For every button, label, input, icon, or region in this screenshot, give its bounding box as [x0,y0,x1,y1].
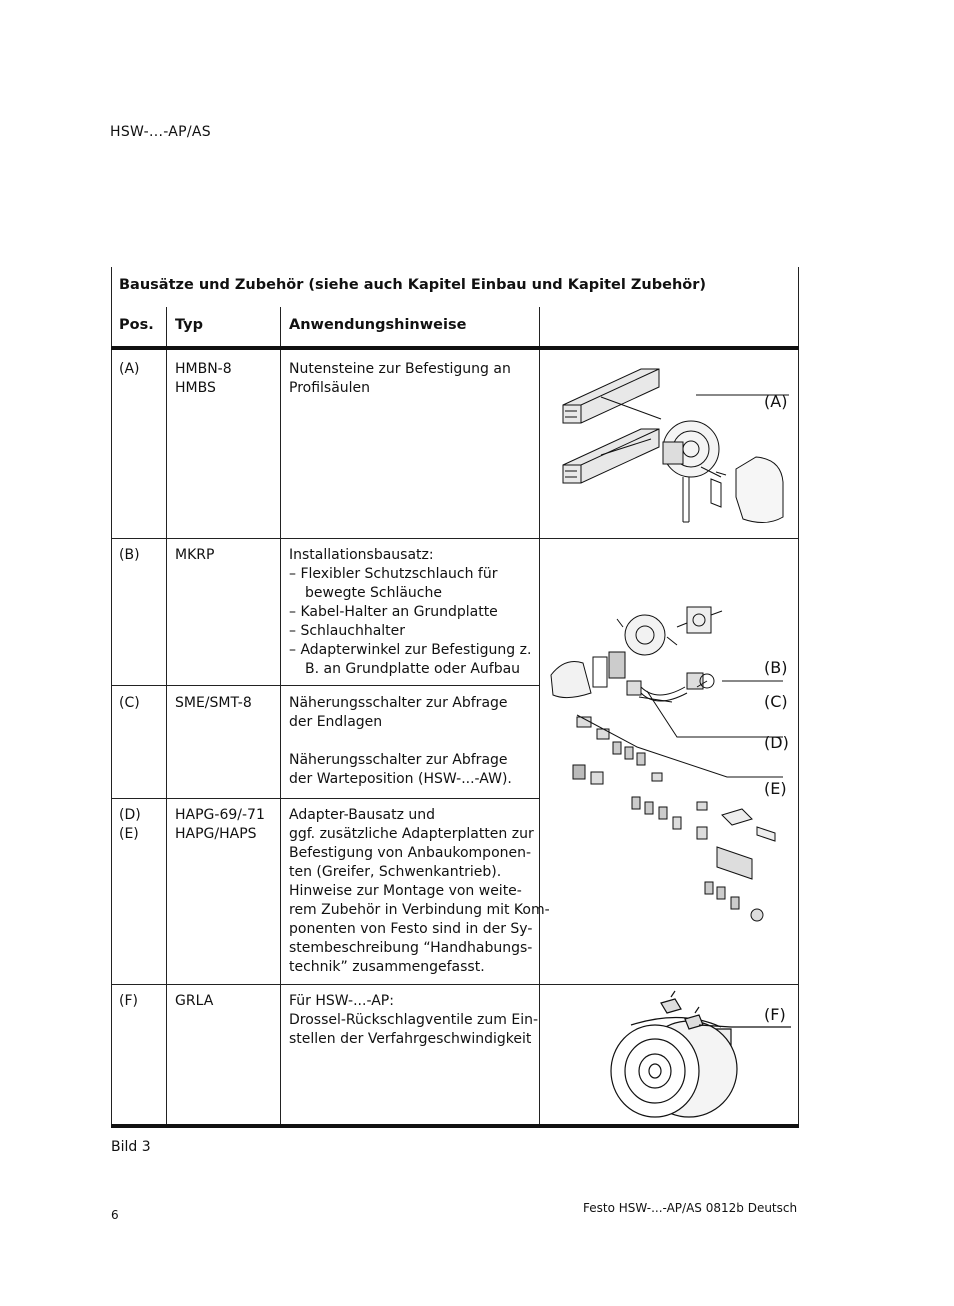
page-number: 6 [111,1208,119,1222]
figure-be-installation-kit [547,597,797,982]
row-c-typ: SME/SMT-8 [175,695,252,711]
row-a-pos: (A) [119,361,140,377]
row-c-pos: (C) [119,695,140,711]
list-item: – Schlauchhalter [289,623,406,639]
row-divider [111,984,799,985]
typ-line: HMBS [175,380,216,396]
figure-label-c: (C) [764,692,788,711]
figure-caption: Bild 3 [111,1139,151,1155]
column-divider [280,307,281,1128]
row-b-typ: MKRP [175,547,215,563]
hinweis-line: Drossel-Rückschlagventile zum Ein- [289,1012,539,1028]
column-header-pos: Pos. [119,317,154,333]
figure-label-b: (B) [764,658,788,677]
table-border-left [111,267,112,1128]
hinweis-line: Adapter-Bausatz und [289,807,436,823]
row-b-hinweise [289,546,534,679]
hinweis-line: Hinweise zur Montage von weite- [289,883,522,899]
hinweis-line: Für HSW-...-AP: [289,993,394,1009]
hinweis-intro: Installationsbausatz: [289,547,434,563]
table-title: Bausätze und Zubehör (siehe auch Kapitel Einbau und Kapitel Zubehör) [119,277,707,293]
row-de-hinweise [289,806,550,977]
figure-a-profile-mounting [551,357,791,532]
hinweis-line: Profilsäulen [289,380,371,396]
column-divider [166,307,167,1128]
table-border-right [798,267,799,1128]
list-item: – Adapterwinkel zur Befestigung z. B. an Grundplatte oder Aufbau [289,642,532,677]
list-item: – Kabel-Halter an Grundplatte [289,604,498,620]
document-code-header: HSW-...-AP/AS [110,124,211,140]
hinweis-line: rem Zubehör in Verbindung mit Kom- [289,902,550,918]
typ-line: HMBN-8 [175,361,232,377]
figure-label-a: (A) [764,392,788,411]
row-de-typ [175,806,265,844]
figure-label-f: (F) [764,1005,786,1024]
row-divider [111,798,540,799]
hinweis-line: technik” zusammengefasst. [289,959,485,975]
figure-label-d: (D) [764,733,789,752]
page-footer: Festo HSW-...-AP/AS 0812b Deutsch [583,1201,798,1215]
list-item: – Flexibler Schutzschlauch für bewegte Schläuche [289,566,498,601]
hinweis-line: ggf. zusätzliche Adapterplatten zur [289,826,534,842]
row-f-pos: (F) [119,993,138,1009]
row-a-typ [175,360,232,398]
row-f-hinweise [289,992,538,1049]
hinweis-line: stembeschreibung “Handhabungs- [289,940,533,956]
row-divider [111,538,799,539]
figure-f-flow-control-valves [601,989,791,1124]
hinweis-line: Befestigung von Anbaukomponen- [289,845,532,861]
row-c-hinweise [289,694,529,789]
column-divider [539,307,540,1128]
hinweis-line: Näherungsschalter zur Abfrage der Endlagen [289,695,508,730]
row-divider [111,685,540,686]
pos-line: (E) [119,826,139,842]
row-de-pos [119,806,141,844]
typ-line: HAPG-69/-71 [175,807,265,823]
column-header-typ: Typ [175,317,204,333]
row-f-typ: GRLA [175,993,214,1009]
pos-line: (D) [119,807,141,823]
bottom-rule [111,1124,799,1128]
typ-line: HAPG/HAPS [175,826,257,842]
hinweis-line: ponenten von Festo sind in der Sy- [289,921,533,937]
row-b-pos: (B) [119,547,140,563]
hinweis-line: ten (Greifer, Schwenkantrieb). [289,864,502,880]
hinweis-line: Nutensteine zur Befestigung an [289,361,511,377]
hinweis-line: stellen der Verfahrgeschwindigkeit [289,1031,532,1047]
figure-label-e: (E) [764,779,787,798]
row-a-hinweise [289,360,511,398]
header-rule [111,346,799,350]
column-header-hinweise: Anwendungshinweise [289,317,467,333]
accessories-table [111,267,799,1128]
hinweis-line: Näherungsschalter zur Abfrage der Warteposition (HSW-...-AW). [289,752,512,787]
